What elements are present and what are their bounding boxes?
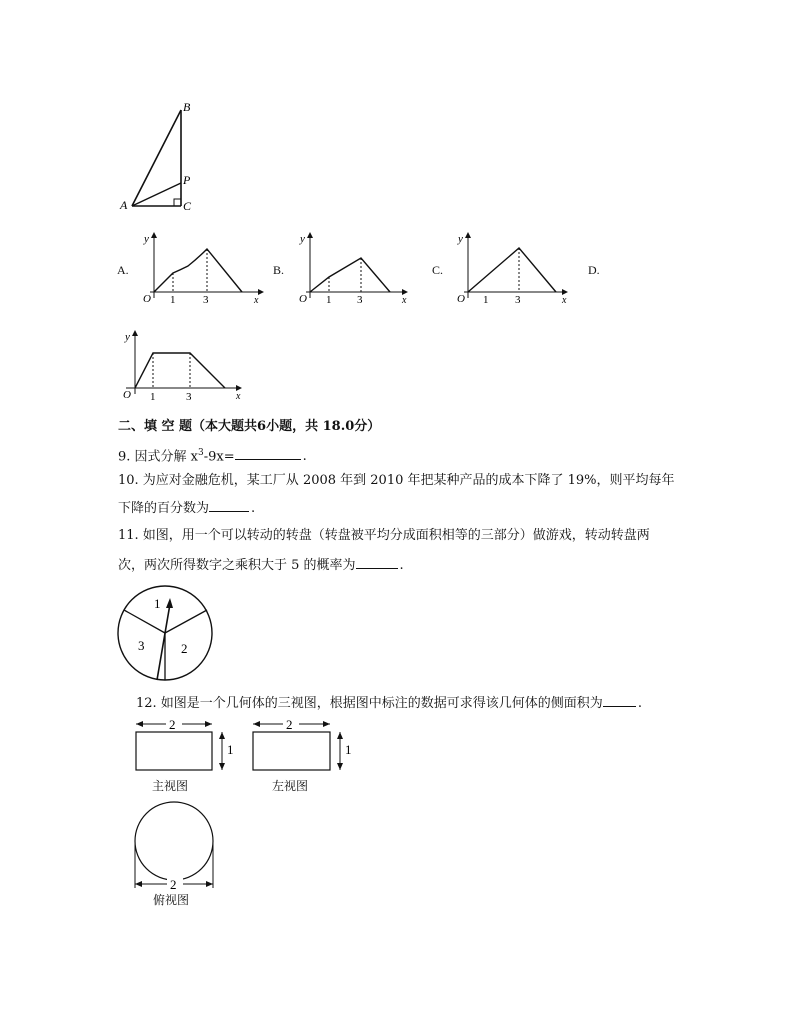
answer-blank[interactable] [235, 446, 301, 460]
tick-3: 3 [203, 294, 209, 306]
label-a: A [120, 198, 128, 212]
front-view [136, 717, 234, 770]
y-axis-arrow [132, 330, 138, 336]
question-11-line-1: 11. 如图，用一个可以转动的转盘（转盘被平均分成面积相等的三部分）做游戏，转动转盘两 [118, 528, 650, 543]
answer-blank[interactable] [356, 555, 398, 569]
top-view [135, 802, 213, 892]
y-axis-label: y [300, 233, 305, 245]
top-view-circle [135, 802, 213, 880]
dimension-arrow [219, 763, 225, 770]
left-view-caption: 左视图 [272, 779, 309, 793]
dimension-arrow [205, 721, 212, 727]
option-c-label: C. [432, 263, 444, 277]
tick-3: 3 [357, 294, 363, 306]
front-width-label: 2 [169, 717, 176, 732]
y-axis-label: y [458, 233, 463, 245]
q9-end: . [302, 449, 307, 465]
dimension-arrow [136, 721, 143, 727]
option-d-label: D. [588, 263, 600, 277]
three-views-figure [126, 712, 356, 912]
spinner-figure [114, 582, 216, 684]
y-axis-arrow [465, 232, 471, 238]
dimension-arrow [206, 881, 213, 887]
dimension-arrow [323, 721, 330, 727]
graph-option-b [296, 228, 426, 308]
label-b: B [183, 100, 191, 114]
spinner-sector-2: 2 [181, 641, 188, 656]
top-diameter-label: 2 [170, 877, 177, 892]
label-p: P [183, 173, 191, 187]
option-a-label: A. [117, 263, 129, 277]
x-axis-label: x [254, 295, 259, 306]
dimension-arrow [219, 732, 225, 739]
tick-3: 3 [186, 391, 192, 403]
q9-prefix: 9. 因式分解 x [118, 449, 198, 465]
tick-1: 1 [483, 294, 489, 306]
graph-curve [135, 353, 225, 388]
answer-blank[interactable] [603, 693, 636, 707]
left-width-label: 2 [286, 717, 293, 732]
question-10-line-2 [118, 498, 255, 518]
dimension-arrow [253, 721, 260, 727]
dimension-arrow [337, 763, 343, 770]
graph-option-c [454, 228, 584, 308]
spinner-sector-3: 3 [138, 638, 145, 653]
label-c: C [183, 199, 192, 213]
spinner-pointer [157, 604, 170, 680]
triangle-figure [112, 96, 202, 214]
x-axis-arrow [258, 289, 264, 295]
question-11-line-2 [118, 555, 404, 575]
tick-1: 1 [326, 294, 332, 306]
right-angle-mark [174, 199, 181, 206]
dimension-arrow [337, 732, 343, 739]
front-height-label: 1 [227, 742, 234, 757]
graph-option-a [140, 228, 270, 308]
question-9 [118, 444, 307, 466]
q11-end: . [399, 558, 404, 573]
q10-end: . [251, 501, 256, 516]
spinner-divider [124, 610, 165, 633]
origin-label: O [143, 293, 151, 305]
y-axis-arrow [307, 232, 313, 238]
pointer-arrowhead [166, 598, 173, 608]
graph-curve [468, 248, 556, 292]
top-view-caption: 俯视图 [153, 893, 190, 907]
left-rectangle [253, 732, 330, 770]
tick-1: 1 [170, 294, 176, 306]
q12-end: . [637, 696, 642, 711]
triangle-side-ab [132, 110, 181, 206]
left-height-label: 1 [345, 742, 352, 757]
left-view [253, 717, 352, 770]
q10-line2-text: 下降的百分数为 [118, 501, 210, 516]
option-b-label: B. [273, 263, 285, 277]
y-axis-arrow [151, 232, 157, 238]
origin-label: O [457, 293, 465, 305]
x-axis-label: x [236, 391, 241, 402]
front-rectangle [136, 732, 212, 770]
tick-1: 1 [150, 391, 156, 403]
y-axis-label: y [144, 233, 149, 245]
graph-option-d [116, 326, 256, 408]
x-axis-label: x [402, 295, 407, 306]
tick-3: 3 [515, 294, 521, 306]
section-heading: 二、填 空 题（本大题共6小题，共 18.0分） [118, 419, 381, 434]
spinner-sector-1: 1 [154, 596, 161, 611]
dimension-arrow [135, 881, 142, 887]
q9-suffix: -9x= [203, 449, 235, 465]
q12-text: 12. 如图是一个几何体的三视图，根据图中标注的数据可求得该几何体的侧面积为 [136, 696, 603, 711]
front-view-caption: 主视图 [152, 779, 189, 793]
spinner-divider [165, 610, 207, 633]
answer-blank[interactable] [209, 498, 249, 512]
origin-label: O [299, 293, 307, 305]
y-axis-label: y [125, 331, 130, 343]
question-12 [136, 693, 642, 713]
x-axis-label: x [562, 295, 567, 306]
q9-exponent: 3 [198, 448, 204, 458]
question-10-line-1: 10. 为应对金融危机，某工厂从 2008 年到 2010 年把某种产品的成本下降了 19%，则平均每年 [118, 473, 675, 488]
q11-line2-text: 次，两次所得数字之乘积大于 5 的概率为 [118, 558, 356, 573]
graph-curve [310, 258, 390, 292]
origin-label: O [123, 389, 131, 401]
graph-curve [154, 249, 242, 292]
